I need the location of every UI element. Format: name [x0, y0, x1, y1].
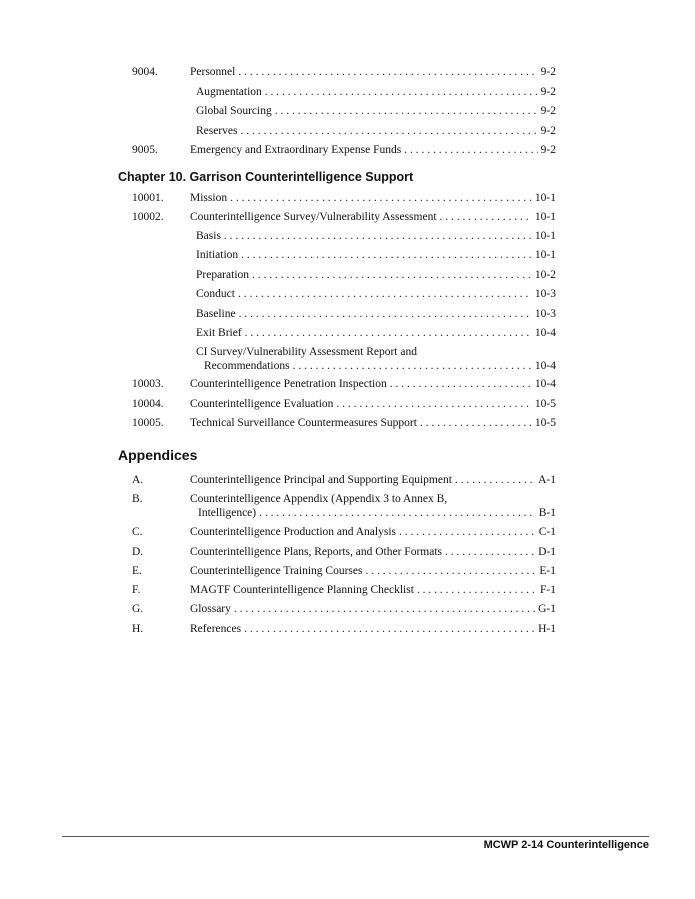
entry-number: H. — [132, 623, 144, 635]
entry-page: 10-2 — [534, 269, 556, 281]
toc-entry-ci-survey[interactable] — [190, 210, 556, 225]
dot-leader — [420, 416, 532, 431]
dot-leader — [238, 287, 532, 302]
entry-label: Counterintelligence Evaluation — [190, 398, 334, 410]
toc-entry-appendix-a[interactable] — [190, 473, 556, 488]
entry-label: Emergency and Extraordinary Expense Funds — [190, 144, 402, 156]
dot-leader — [293, 359, 532, 374]
entry-number: 9005. — [132, 144, 158, 156]
toc-entry-baseline[interactable] — [196, 307, 556, 322]
toc-entry-appendix-f[interactable] — [190, 583, 556, 598]
dot-leader — [265, 85, 538, 100]
entry-number: A. — [132, 474, 144, 486]
footer-rule — [62, 836, 649, 837]
entry-page: 9-2 — [540, 86, 556, 98]
toc-entry-appendix-e[interactable] — [190, 564, 556, 579]
toc-entry-appendix-b[interactable] — [198, 506, 556, 521]
entry-page: 10-4 — [534, 360, 556, 372]
chapter-10-heading: Chapter 10. Garrison Counterintelligence Support — [118, 170, 414, 184]
dot-leader — [224, 229, 532, 244]
entry-page: H-1 — [538, 623, 556, 635]
toc-entry-preparation[interactable] — [196, 268, 556, 283]
entry-page: E-1 — [539, 565, 556, 577]
entry-label: Mission — [190, 192, 228, 204]
entry-label: Basis — [196, 230, 221, 242]
entry-label: Technical Surveillance Countermeasures Support — [190, 417, 417, 429]
entry-label: Reserves — [196, 125, 238, 137]
entry-page: 10-5 — [534, 417, 556, 429]
entry-page: 10-1 — [534, 211, 556, 223]
entry-number: 10001. — [132, 192, 164, 204]
toc-entry-conduct[interactable] — [196, 287, 556, 302]
toc-entry-ci-evaluation[interactable] — [190, 397, 556, 412]
entry-label-line1: CI Survey/Vulnerability Assessment Report and — [196, 346, 417, 358]
entry-page: 9-2 — [540, 125, 556, 137]
toc-entry-personnel[interactable] — [190, 65, 556, 80]
entry-label: Exit Brief — [196, 327, 242, 339]
entry-label: MAGTF Counterintelligence Planning Checklist — [190, 584, 414, 596]
toc-entry-appendix-c[interactable] — [190, 525, 556, 540]
entry-number: 10003. — [132, 378, 164, 390]
dot-leader — [259, 506, 536, 521]
toc-entry-emergency-funds[interactable] — [190, 143, 556, 158]
entry-label: Counterintelligence Training Courses — [190, 565, 363, 577]
entry-label: Counterintelligence Survey/Vulnerability Assessment — [190, 211, 437, 223]
entry-page: 10-5 — [534, 398, 556, 410]
entry-label: Initiation — [196, 249, 239, 261]
entry-page: 10-1 — [534, 230, 556, 242]
entry-number: C. — [132, 526, 143, 538]
entry-label: Glossary — [190, 603, 231, 615]
dot-leader — [252, 268, 532, 283]
dot-leader — [390, 377, 532, 392]
entry-page: 10-1 — [534, 249, 556, 261]
toc-entry-mission[interactable] — [190, 191, 556, 206]
entry-label: Intelligence) — [198, 507, 257, 519]
dot-leader — [234, 602, 535, 617]
toc-entry-reserves[interactable] — [196, 124, 556, 139]
toc-entry-appendix-d[interactable] — [190, 545, 556, 560]
entry-page: C-1 — [538, 526, 556, 538]
dot-leader — [365, 564, 536, 579]
dot-leader — [239, 307, 532, 322]
entry-label: Conduct — [196, 288, 235, 300]
entry-number: D. — [132, 546, 144, 558]
toc-entry-initiation[interactable] — [196, 248, 556, 263]
dot-leader — [440, 210, 532, 225]
dot-leader — [399, 525, 536, 540]
entry-label: Global Sourcing — [196, 105, 272, 117]
toc-entry-penetration-inspection[interactable] — [190, 377, 556, 392]
entry-label: Counterintelligence Penetration Inspection — [190, 378, 387, 390]
entry-number: 10002. — [132, 211, 164, 223]
entry-label-line1: Counterintelligence Appendix (Appendix 3 to Annex B, — [190, 493, 448, 505]
entry-page: 10-4 — [534, 378, 556, 390]
entry-number: 9004. — [132, 66, 158, 78]
dot-leader — [336, 397, 532, 412]
dot-leader — [404, 143, 537, 158]
dot-leader — [230, 191, 532, 206]
entry-page: B-1 — [538, 507, 556, 519]
toc-entry-ci-report[interactable] — [204, 359, 556, 374]
entry-label: References — [190, 623, 242, 635]
entry-number: B. — [132, 493, 143, 505]
entry-number: E. — [132, 565, 142, 577]
dot-leader — [455, 473, 535, 488]
entry-number: 10005. — [132, 417, 164, 429]
dot-leader — [417, 583, 537, 598]
dot-leader — [245, 326, 532, 341]
entry-page: 10-3 — [534, 288, 556, 300]
entry-label: Counterintelligence Production and Analysis — [190, 526, 397, 538]
entry-number: G. — [132, 603, 144, 615]
dot-leader — [241, 248, 532, 263]
entry-page: 10-3 — [534, 308, 556, 320]
entry-label: Counterintelligence Principal and Supporting Equipment — [190, 474, 452, 486]
dot-leader — [445, 545, 535, 560]
entry-label: Recommendations — [204, 360, 290, 372]
dot-leader — [275, 104, 538, 119]
footer-title: MCWP 2-14 Counterintelligence — [483, 839, 649, 851]
entry-page: 9-2 — [540, 66, 556, 78]
entry-page: 9-2 — [540, 144, 556, 156]
dot-leader — [241, 124, 538, 139]
entry-page: 10-4 — [534, 327, 556, 339]
entry-page: A-1 — [538, 474, 556, 486]
toc-entry-augmentation[interactable] — [196, 85, 556, 100]
toc-entry-appendix-h[interactable] — [190, 622, 556, 637]
entry-page: G-1 — [538, 603, 556, 615]
appendices-heading: Appendices — [118, 447, 198, 463]
entry-page: F-1 — [540, 584, 556, 596]
toc-entry-tscm-support[interactable] — [190, 416, 556, 431]
toc-entry-exit-brief[interactable] — [196, 326, 556, 341]
entry-label: Augmentation — [196, 86, 262, 98]
entry-label: Personnel — [190, 66, 236, 78]
entry-number: 10004. — [132, 398, 164, 410]
dot-leader — [244, 622, 535, 637]
entry-number: F. — [132, 584, 141, 596]
dot-leader — [238, 65, 537, 80]
toc-entry-appendix-g[interactable] — [190, 602, 556, 617]
entry-label: Baseline — [196, 308, 236, 320]
toc-entry-basis[interactable] — [196, 229, 556, 244]
entry-page: 9-2 — [540, 105, 556, 117]
entry-label: Counterintelligence Plans, Reports, and Other Formats — [190, 546, 442, 558]
entry-page: D-1 — [538, 546, 556, 558]
toc-entry-global-sourcing[interactable] — [196, 104, 556, 119]
entry-page: 10-1 — [534, 192, 556, 204]
entry-label: Preparation — [196, 269, 250, 281]
